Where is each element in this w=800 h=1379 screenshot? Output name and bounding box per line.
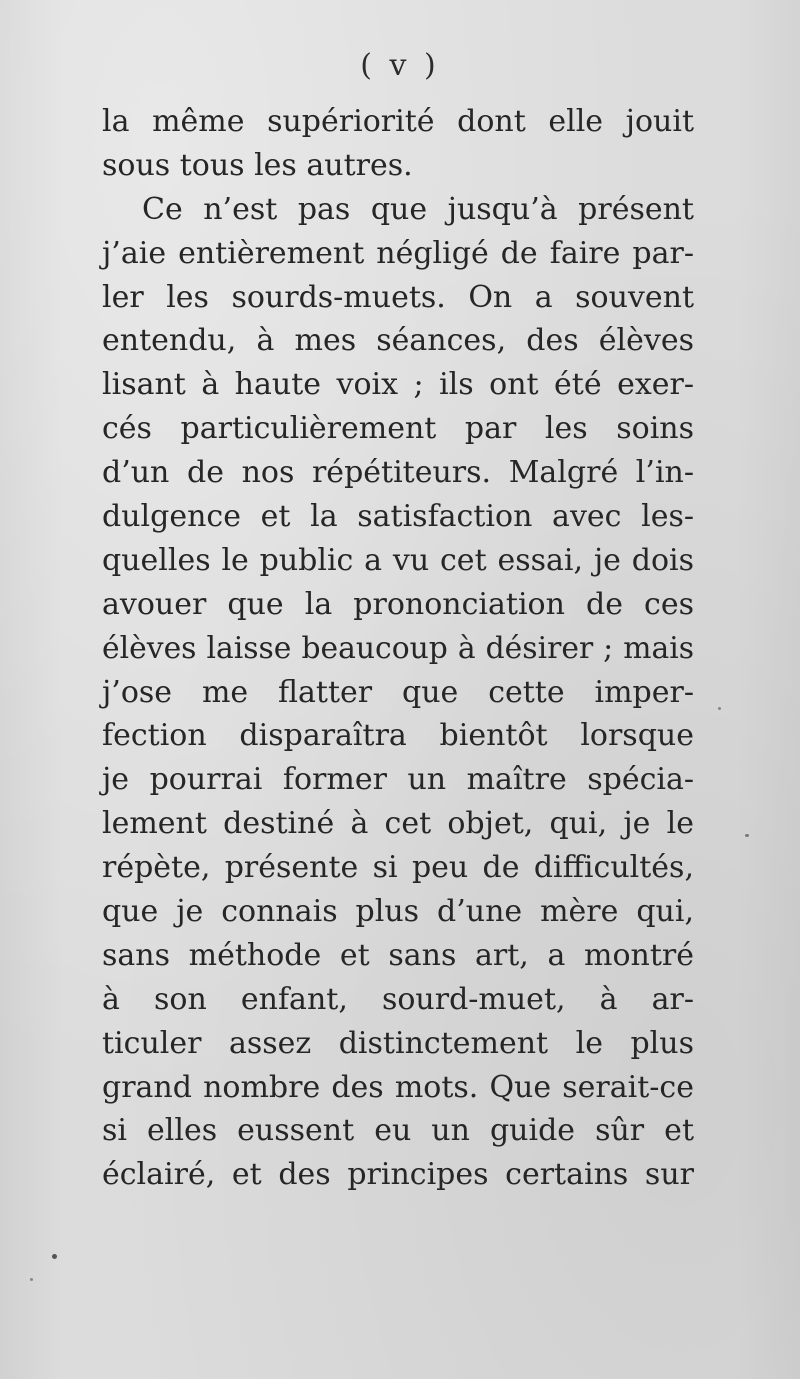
text-line: lement destiné à cet objet, qui, je le [102, 806, 694, 842]
text-line: lisant à haute voix ; ils ont été exer- [102, 367, 694, 403]
text-line: ticuler assez distinctement le plus [102, 1025, 694, 1061]
page-number: ( v ) [360, 48, 440, 83]
text-line: entendu, à mes séances, des élèves [102, 323, 694, 359]
text-line: que je connais plus d’une mère qui, [102, 894, 694, 930]
text-line: quelles le public a vu cet essai, je dois [102, 542, 694, 578]
text-line: j’ose me flatter que cette imper- [102, 674, 694, 710]
ink-speck [52, 1254, 57, 1259]
text-line: j’aie entièrement négligé de faire par- [102, 235, 694, 271]
text-line: à son enfant, sourd-muet, à ar- [102, 981, 694, 1017]
text-line: grand nombre des mots. Que serait-ce [102, 1069, 694, 1105]
text-line: dulgence et la satisfaction avec les- [102, 499, 694, 535]
text-line: je pourrai former un maître spécia- [102, 762, 694, 798]
body-text [102, 100, 694, 1197]
ink-speck [30, 1278, 33, 1281]
text-line: ler les sourds-muets. On a souvent [102, 279, 694, 315]
text-line: sous tous les autres. [102, 147, 413, 183]
text-line: si elles eussent eu un guide sûr et [102, 1113, 694, 1149]
text-line: éclairé, et des principes certains sur [102, 1157, 694, 1193]
text-line: sans méthode et sans art, a montré [102, 937, 694, 973]
text-line: cés particulièrement par les soins [102, 411, 694, 447]
text-line: d’un de nos répétiteurs. Malgré l’in- [102, 455, 694, 491]
text-line: élèves laisse beaucoup à désirer ; mais [102, 630, 694, 666]
text-line: la même supériorité dont elle jouit [102, 104, 694, 139]
ink-speck [718, 707, 721, 710]
text-line: fection disparaîtra bientôt lorsque [102, 718, 694, 754]
text-line: avouer que la prononciation de ces [102, 586, 694, 622]
text-line: répète, présente si peu de difficultés, [102, 850, 694, 886]
paragraph-start-line: Ce n’est pas que jusqu’à présent [142, 191, 694, 227]
ink-speck [745, 834, 749, 837]
